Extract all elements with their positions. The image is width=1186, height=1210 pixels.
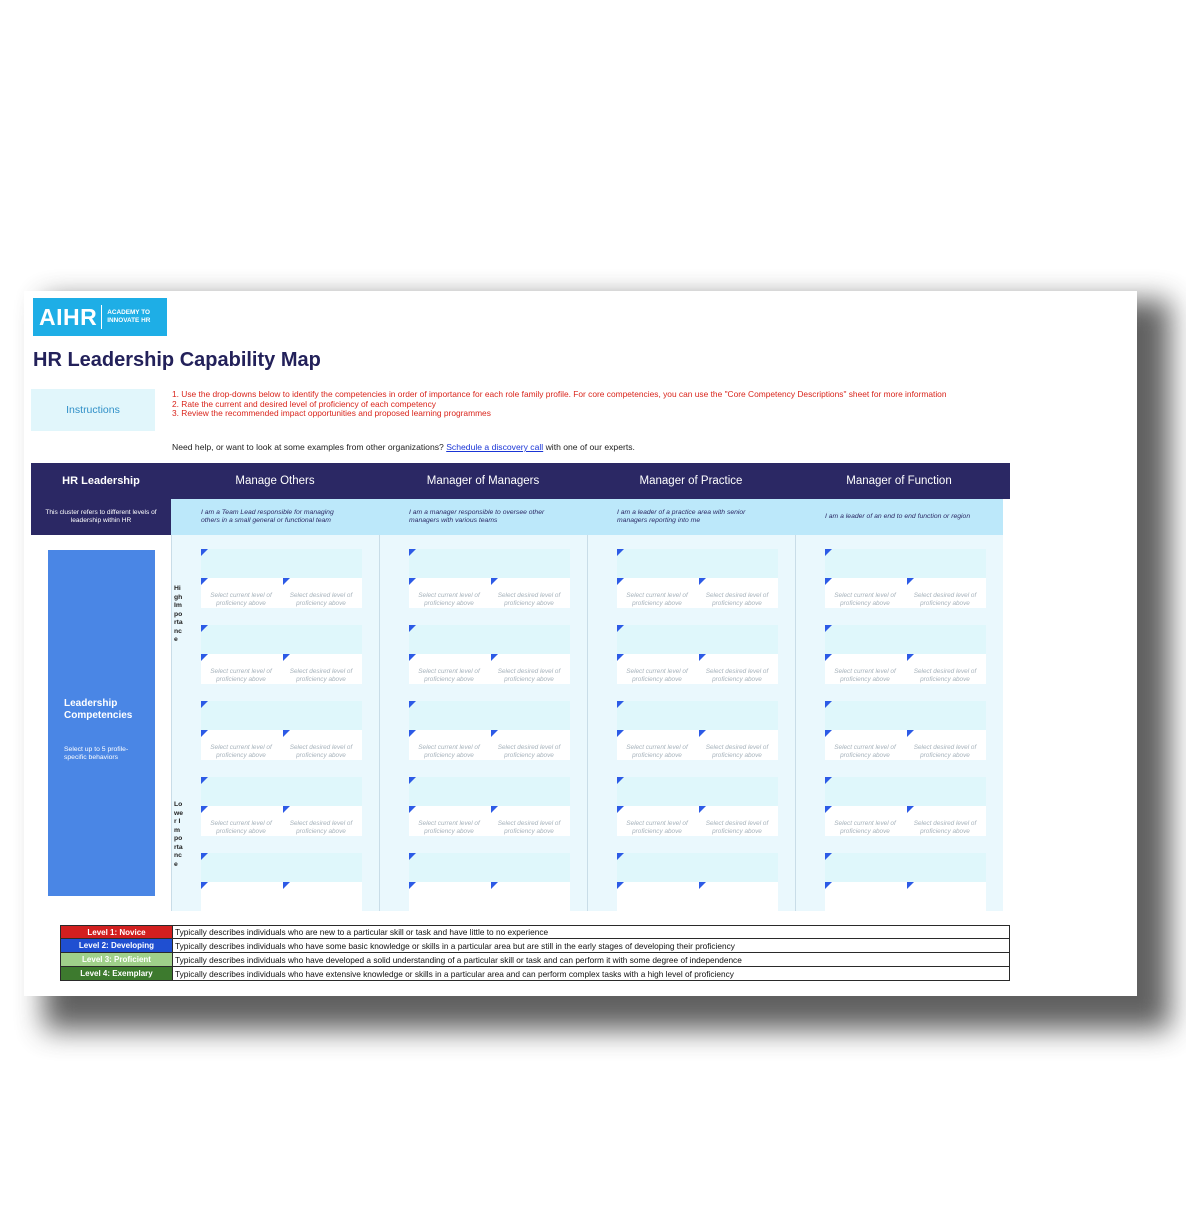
current-proficiency-dropdown[interactable]: Select current level of proficiency above [626,592,688,607]
legend-row-exemplary [60,967,1010,981]
legend-row-proficient [60,953,1010,967]
desired-proficiency-dropdown[interactable] [905,882,985,912]
current-proficiency-dropdown[interactable]: Select current level of proficiency above [210,744,272,759]
instruction-step-3: 3. Review the recommended impact opportunities and proposed learning programmes [172,408,491,419]
desired-proficiency-dropdown[interactable]: Select desired level of proficiency above [289,592,353,607]
competency-slot [409,625,570,684]
instruction-step-2: 2. Rate the current and desired level of proficiency of each competency [172,398,436,409]
current-proficiency-dropdown[interactable]: Select current level of proficiency above [418,592,480,607]
legend-row-developing [60,939,1010,953]
current-proficiency-dropdown[interactable]: Select current level of proficiency above [834,820,896,835]
competency-slot [409,777,570,836]
competency-dropdown[interactable] [825,549,986,578]
current-proficiency-dropdown[interactable] [409,882,489,912]
page-title: HR Leadership Capability Map [33,349,321,371]
current-proficiency-dropdown[interactable] [617,882,697,912]
matrix-description-row [31,499,1010,535]
competency-dropdown[interactable] [617,777,778,806]
current-proficiency-dropdown[interactable]: Select current level of proficiency above [418,668,480,683]
competency-slot [617,549,778,608]
column-manager-of-managers [379,535,587,911]
desired-proficiency-dropdown[interactable]: Select desired level of proficiency above [705,668,769,683]
competency-dropdown[interactable] [409,549,570,578]
dropdown-marker-icon [907,806,914,813]
competencies-title: Leadership Competencies [64,698,133,721]
competency-dropdown[interactable] [825,777,986,806]
column-manager-of-function [795,535,1003,911]
proficiency-row [825,654,986,684]
desired-proficiency-dropdown[interactable]: Select desired level of proficiency above [913,592,977,607]
dropdown-marker-icon [283,806,290,813]
current-proficiency-dropdown[interactable] [201,882,281,912]
dropdown-marker-icon [409,806,416,813]
dropdown-marker-icon [825,777,832,784]
leadership-competencies-box [48,550,155,896]
logo-divider [101,305,102,329]
dropdown-marker-icon [825,654,832,661]
lower-importance-label: Lower Importance [174,801,184,868]
proficiency-row [617,578,778,608]
competency-dropdown[interactable] [825,853,986,882]
proficiency-row [825,578,986,608]
current-proficiency-dropdown[interactable]: Select current level of proficiency above [210,820,272,835]
desired-proficiency-dropdown[interactable]: Select desired level of proficiency above [705,744,769,759]
desired-proficiency-dropdown[interactable]: Select desired level of proficiency above [705,820,769,835]
legend-text-developing: Typically describes individuals who have some basic knowledge or skills in a particular area but are still in the early stages of developing their proficiency [175,940,735,951]
logo-subtitle [107,309,150,325]
dropdown-marker-icon [617,853,624,860]
desired-proficiency-dropdown[interactable]: Select desired level of proficiency above [913,744,977,759]
competency-dropdown[interactable] [617,625,778,654]
column-header-manager-of-practice: Manager of Practice [639,475,743,487]
desired-proficiency-dropdown[interactable] [697,882,777,912]
dropdown-marker-icon [825,882,832,889]
proficiency-row [825,730,986,760]
worksheet [24,291,1137,996]
competency-dropdown[interactable] [201,625,362,654]
proficiency-row [201,578,362,608]
dropdown-marker-icon [491,882,498,889]
dropdown-marker-icon [825,806,832,813]
competency-slot [825,777,986,836]
instructions-text [172,390,972,419]
dropdown-marker-icon [409,853,416,860]
corner-title: HR Leadership [62,475,140,487]
proficiency-row [617,654,778,684]
legend-label-proficient: Level 3: Proficient [61,953,173,966]
competency-grid [31,535,1010,911]
proficiency-legend [60,925,1010,981]
current-proficiency-dropdown[interactable]: Select current level of proficiency above [626,668,688,683]
dropdown-marker-icon [617,806,624,813]
column-manager-of-practice [587,535,795,911]
proficiency-row [409,578,570,608]
dropdown-marker-icon [283,730,290,737]
current-proficiency-dropdown[interactable]: Select current level of proficiency above [626,744,688,759]
dropdown-marker-icon [409,549,416,556]
competency-dropdown[interactable] [201,549,362,578]
dropdown-marker-icon [491,730,498,737]
dropdown-marker-icon [283,654,290,661]
help-suffix: with one of our experts. [543,442,635,452]
column-header-manager-of-managers: Manager of Managers [426,475,540,487]
logo-mark: AIHR [39,303,98,330]
discovery-call-link[interactable]: Schedule a discovery call [446,442,544,452]
current-proficiency-dropdown[interactable]: Select current level of proficiency above [834,592,896,607]
legend-text-novice: Typically describes individuals who are new to a particular skill or task and have little to no experience [175,927,549,937]
competency-dropdown[interactable] [409,777,570,806]
competency-dropdown[interactable] [409,853,570,882]
competency-slot [409,549,570,608]
column-desc-manage-others: I am a Team Lead responsible for managing others in a small general or functional team [171,499,379,535]
dropdown-marker-icon [699,882,706,889]
dropdown-marker-icon [617,578,624,585]
competency-dropdown[interactable] [617,549,778,578]
current-proficiency-dropdown[interactable]: Select current level of proficiency above [834,744,896,759]
competencies-subtitle: Select up to 5 profile-specific behaviors [64,746,129,761]
dropdown-marker-icon [201,549,208,556]
competency-slot [825,625,986,684]
dropdown-marker-icon [907,578,914,585]
dropdown-marker-icon [617,730,624,737]
competency-slot [409,701,570,760]
column-header-manager-of-function: Manager of Function [846,475,952,487]
competency-dropdown[interactable] [825,701,986,730]
desired-proficiency-dropdown[interactable]: Select desired level of proficiency above [913,668,977,683]
proficiency-row [409,806,570,836]
help-line [172,442,635,452]
dropdown-marker-icon [699,578,706,585]
desired-proficiency-dropdown[interactable]: Select desired level of proficiency above [289,820,353,835]
column-desc-manager-of-function: I am a leader of an end to end function or region [795,499,1003,535]
dropdown-marker-icon [699,730,706,737]
dropdown-marker-icon [825,578,832,585]
legend-label-novice: Level 1: Novice [61,926,173,938]
competency-dropdown[interactable] [825,625,986,654]
dropdown-marker-icon [409,730,416,737]
logo-line-1: ACADEMY TO [107,309,150,316]
dropdown-marker-icon [617,625,624,632]
dropdown-marker-icon [201,654,208,661]
aihr-logo [33,298,167,336]
dropdown-marker-icon [617,777,624,784]
competency-slot [201,625,362,684]
current-proficiency-dropdown[interactable]: Select current level of proficiency above [626,820,688,835]
competency-dropdown[interactable] [617,853,778,882]
dropdown-marker-icon [825,853,832,860]
dropdown-marker-icon [825,549,832,556]
desired-proficiency-dropdown[interactable]: Select desired level of proficiency above [497,820,561,835]
dropdown-marker-icon [409,882,416,889]
proficiency-row [617,882,778,912]
desired-proficiency-dropdown[interactable] [281,882,361,912]
dropdown-marker-icon [617,701,624,708]
desired-proficiency-dropdown[interactable] [489,882,569,912]
proficiency-row [201,806,362,836]
competency-dropdown[interactable] [201,777,362,806]
dropdown-marker-icon [907,882,914,889]
proficiency-row [201,882,362,912]
proficiency-row [617,806,778,836]
competency-slot [201,853,362,912]
desired-proficiency-dropdown[interactable]: Select desired level of proficiency above [289,744,353,759]
column-manage-others [171,535,379,911]
dropdown-marker-icon [409,654,416,661]
competency-slot [409,853,570,912]
desired-proficiency-dropdown[interactable]: Select desired level of proficiency above [705,592,769,607]
instructions-button[interactable]: Instructions [31,389,155,431]
competency-slot [617,701,778,760]
competency-dropdown[interactable] [201,701,362,730]
dropdown-marker-icon [825,730,832,737]
competency-slot [201,701,362,760]
dropdown-marker-icon [201,806,208,813]
proficiency-row [617,730,778,760]
dropdown-marker-icon [825,625,832,632]
logo-line-2: INNOVATE HR [107,317,151,324]
dropdown-marker-icon [491,578,498,585]
dropdown-marker-icon [201,701,208,708]
dropdown-marker-icon [617,654,624,661]
competency-dropdown[interactable] [409,701,570,730]
dropdown-marker-icon [283,578,290,585]
dropdown-marker-icon [409,578,416,585]
corner-description: This cluster refers to different levels of leadership within HR [31,499,171,535]
column-desc-manager-of-managers: I am a manager responsible to oversee other managers with various teams [379,499,587,535]
dropdown-marker-icon [201,882,208,889]
column-desc-manager-of-practice: I am a leader of a practice area with senior managers reporting into me [587,499,795,535]
dropdown-marker-icon [907,730,914,737]
current-proficiency-dropdown[interactable] [825,882,905,912]
dropdown-marker-icon [283,882,290,889]
competency-slot [825,853,986,912]
competency-slot [201,549,362,608]
dropdown-marker-icon [491,806,498,813]
desired-proficiency-dropdown[interactable]: Select desired level of proficiency above [497,592,561,607]
competency-slot [617,625,778,684]
desired-proficiency-dropdown[interactable]: Select desired level of proficiency above [497,668,561,683]
current-proficiency-dropdown[interactable]: Select current level of proficiency above [210,668,272,683]
dropdown-marker-icon [201,730,208,737]
competency-dropdown[interactable] [409,625,570,654]
current-proficiency-dropdown[interactable]: Select current level of proficiency above [210,592,272,607]
proficiency-row [201,730,362,760]
dropdown-marker-icon [699,806,706,813]
current-proficiency-dropdown[interactable]: Select current level of proficiency above [418,744,480,759]
proficiency-row [409,882,570,912]
dropdown-marker-icon [201,625,208,632]
proficiency-row [409,730,570,760]
desired-proficiency-dropdown[interactable]: Select desired level of proficiency above [497,744,561,759]
dropdown-marker-icon [409,701,416,708]
competency-slot [825,549,986,608]
instruction-step-1: 1. Use the drop-downs below to identify the competencies in order of importance for each role family profile. For core competencies, you can use the "Core Competency Descriptions" sheet for more information [172,389,947,399]
dropdown-marker-icon [491,654,498,661]
help-prefix: Need help, or want to look at some examples from other organizations? [172,442,447,452]
matrix-header-row [31,463,1010,499]
legend-text-exemplary: Typically describes individuals who have extensive knowledge or skills in a particular area and can perform complex tasks with a high level of proficiency [175,968,734,979]
legend-label-developing: Level 2: Developing [61,939,173,952]
dropdown-marker-icon [699,654,706,661]
desired-proficiency-dropdown[interactable]: Select desired level of proficiency above [289,668,353,683]
dropdown-marker-icon [201,578,208,585]
competency-dropdown[interactable] [201,853,362,882]
legend-label-exemplary: Level 4: Exemplary [61,967,173,980]
competency-slot [201,777,362,836]
current-proficiency-dropdown[interactable]: Select current level of proficiency above [418,820,480,835]
dropdown-marker-icon [201,777,208,784]
legend-text-proficient: Typically describes individuals who have developed a solid understanding of a particular skill or task and can perform it with some degree of independence [175,954,742,965]
dropdown-marker-icon [201,853,208,860]
proficiency-row [409,654,570,684]
dropdown-marker-icon [907,654,914,661]
proficiency-row [825,882,986,912]
dropdown-marker-icon [617,882,624,889]
competency-slot [825,701,986,760]
competency-slot [617,777,778,836]
dropdown-marker-icon [409,625,416,632]
high-importance-label: High Importance [174,585,183,643]
column-header-manage-others: Manage Others [235,475,315,487]
competencies-label-column [31,535,171,911]
proficiency-row [825,806,986,836]
desired-proficiency-dropdown[interactable]: Select desired level of proficiency above [913,820,977,835]
dropdown-marker-icon [825,701,832,708]
legend-row-novice [60,925,1010,939]
proficiency-row [201,654,362,684]
current-proficiency-dropdown[interactable]: Select current level of proficiency above [834,668,896,683]
competency-slot [617,853,778,912]
dropdown-marker-icon [409,777,416,784]
competency-dropdown[interactable] [617,701,778,730]
dropdown-marker-icon [617,549,624,556]
